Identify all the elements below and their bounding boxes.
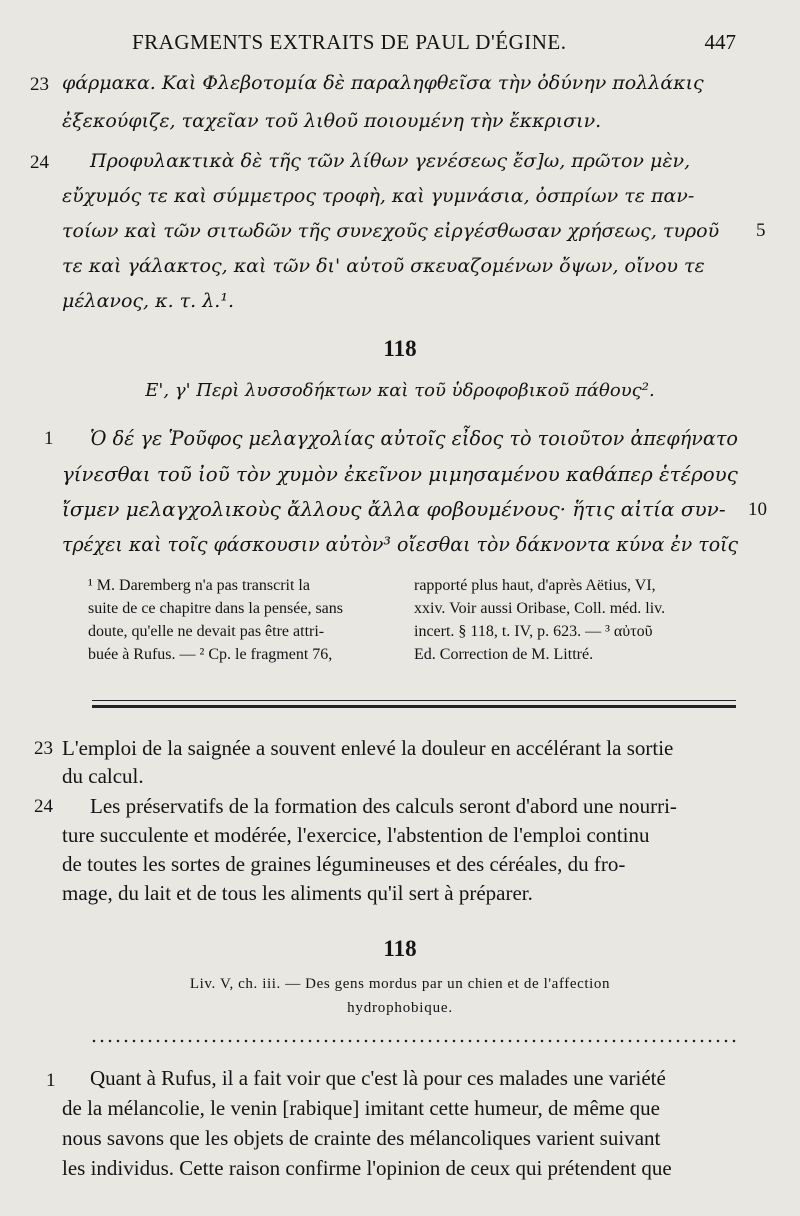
french-text-line: Quant à Rufus, il a fait voir que c'est là pour ces malades une variété [90, 1066, 666, 1090]
greek-text-line: Προφυλακτικὰ δὲ τῆς τῶν λίθων γενέσεως ἔσ]ω, πρῶτον μὲν, [90, 150, 691, 172]
greek-text-line: ἴσμεν μελαγχολικοὺς ἄλλους ἄλλα φοβουμένους· ἥτις αἰτία συν- [62, 497, 726, 521]
footnote-line: rapporté plus haut, d'après Aëtius, VI, [414, 577, 656, 594]
footnote-line: buée à Rufus. — ² Cp. le fragment 76, [88, 646, 333, 663]
paragraph-number: 1 [44, 428, 54, 449]
footnote-line: Ed. Correction de M. Littré. [414, 646, 594, 663]
french-text-line: du calcul. [62, 764, 144, 788]
greek-text-line: γίνεσθαι τοῦ ἰοῦ τὸν χυμὸν ἐκεῖνον μιμησαμένου καθάπερ ἑτέρους [62, 462, 738, 486]
dotted-separator [90, 1038, 738, 1044]
running-title: FRAGMENTS EXTRAITS DE PAUL D'ÉGINE. [132, 30, 567, 54]
french-text-line: de la mélancolie, le venin [rabique] imitant cette humeur, de même que [62, 1096, 660, 1120]
greek-text-line: Ὁ δέ γε Ῥοῦφος μελαγχολίας αὐτοῖς εἶδος τὸ τοιοῦτον ἀπεφήνατο [90, 426, 738, 450]
section-title: hydrophobique. [347, 1000, 453, 1016]
greek-text-line: τοίων καὶ τῶν σιτωδῶν τῆς συνεχοῦς εἰργέσθωσαν χρήσεως, τυροῦ [62, 220, 720, 242]
separator-rule [92, 700, 736, 701]
paragraph-number: 23 [30, 74, 49, 95]
page-number: 447 [704, 30, 736, 54]
greek-text-line: τε καὶ γάλακτος, καὶ τῶν δι' αὐτοῦ σκευαζομένων ὄψων, οἴνου τε [62, 255, 705, 277]
french-text-line: de toutes les sortes de graines légumineuses et des céréales, du fro- [62, 852, 626, 876]
greek-text-line: τρέχει καὶ τοῖς φάσκουσιν αὐτὸν³ οἴεσθαι τὸν δάκνοντα κύνα ἐν τοῖς [62, 532, 739, 556]
footnote-line: suite de ce chapitre dans la pensée, sans [88, 600, 344, 617]
paragraph-number: 24 [30, 152, 49, 173]
footnote-line: ¹ M. Daremberg n'a pas transcrit la [88, 577, 310, 594]
section-title: Liv. V, ch. iii. — Des gens mordus par un chien et de l'affection [189, 976, 611, 992]
running-header [132, 30, 736, 58]
footnote-line: xxiv. Voir aussi Oribase, Coll. méd. liv. [414, 600, 666, 617]
french-text-line: mage, du lait et de tous les aliments qu'il sert à préparer. [62, 881, 533, 905]
paragraph-number: 1 [46, 1070, 56, 1091]
french-text-line: Les préservatifs de la formation des calculs seront d'abord une nourri- [90, 794, 677, 818]
footnote-line: incert. § 118, t. IV, p. 623. — ³ αὐτοῦ [414, 623, 653, 640]
greek-text-line: εὔχυμός τε καὶ σύμμετρος τροφὴ, καὶ γυμνάσια, ὀσπρίων τε παν- [62, 185, 695, 207]
greek-text-line: ἐξεκούφιζε, ταχεῖαν τοῦ λιθοῦ ποιουμένη τὴν ἔκκρισιν. [62, 110, 602, 132]
french-text-line: L'emploi de la saignée a souvent enlevé la douleur en accélérant la sortie [62, 736, 674, 760]
margin-line-number: 10 [748, 499, 767, 520]
footnote-line: doute, qu'elle ne devait pas être attri- [88, 623, 325, 640]
paragraph-number: 23 [34, 738, 53, 759]
french-text-line: nous savons que les objets de crainte des mélancoliques varient suivant [62, 1126, 661, 1150]
french-text-line: les individus. Cette raison confirme l'opinion de ceux qui prétendent que [62, 1156, 672, 1180]
paragraph-number: 24 [34, 796, 53, 817]
greek-text-line: φάρμακα. Καὶ Φλεβοτομία δὲ παραληφθεῖσα τὴν ὀδύνην πολλάκις [62, 72, 704, 94]
footnotes-left-column [88, 574, 388, 666]
section-number: 118 [383, 336, 417, 361]
footnotes-right-column [414, 574, 714, 666]
section-title: Ε', γ' Περὶ λυσσοδήκτων καὶ τοῦ ὑδροφοβικοῦ πάθους². [145, 380, 655, 401]
greek-text-line: μέλανος, κ. τ. λ.¹. [62, 290, 234, 312]
french-text-line: ture succulente et modérée, l'exercice, l'abstention de l'emploi continu [62, 823, 650, 847]
separator-rule [92, 705, 736, 708]
section-number: 118 [383, 936, 417, 961]
margin-line-number: 5 [756, 220, 766, 241]
